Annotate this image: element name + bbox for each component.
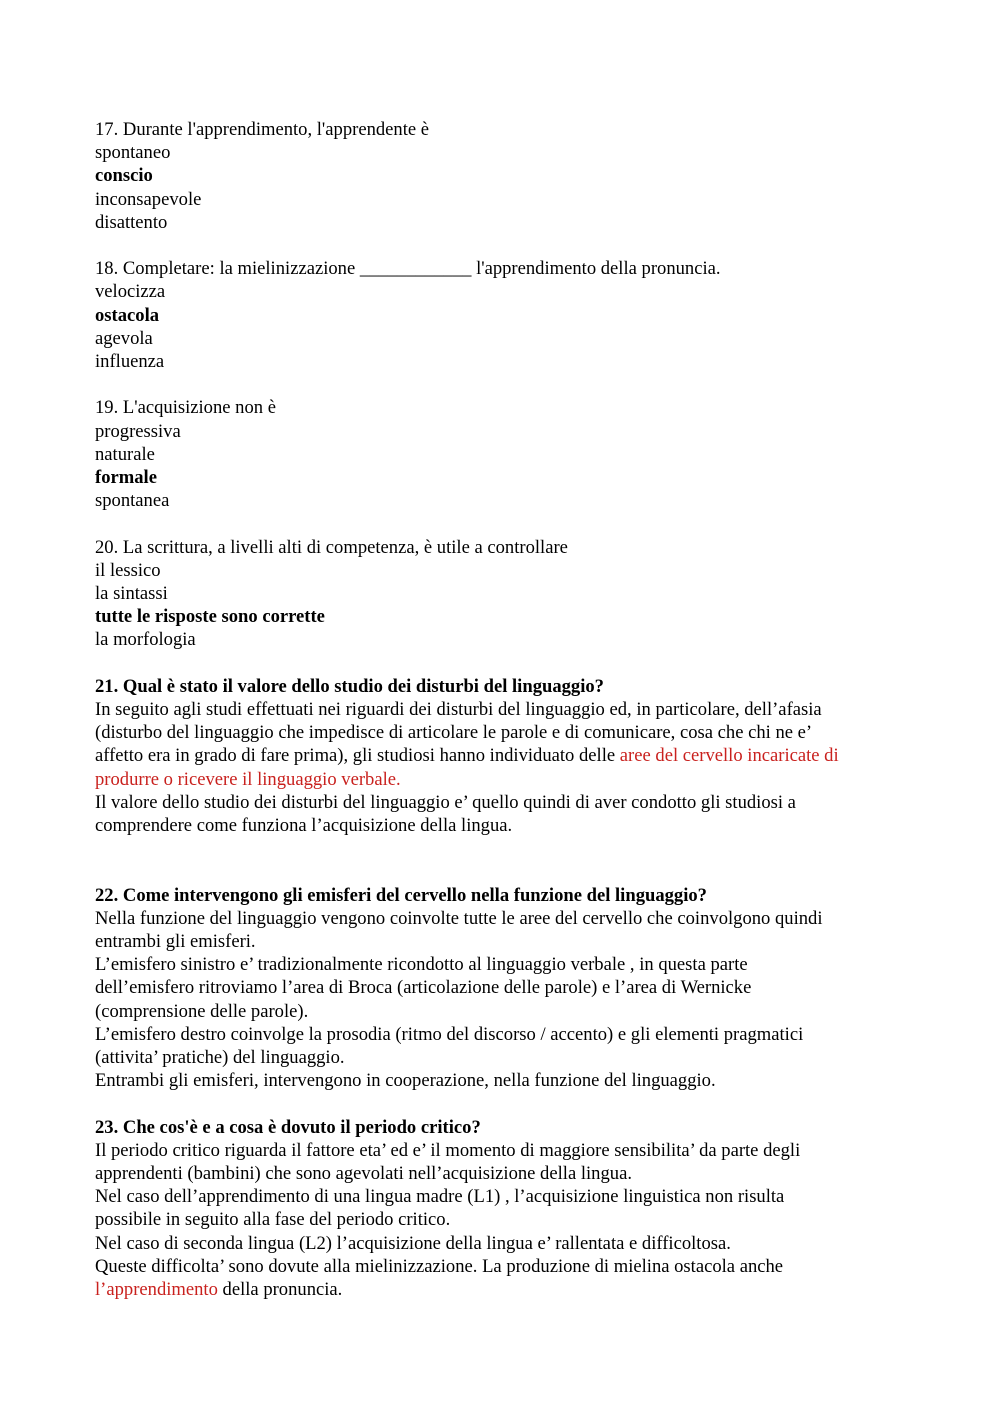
question-19 bbox=[95, 396, 915, 512]
correct-answer-option: tutte le risposte sono corrette bbox=[95, 606, 325, 628]
answer-line: comprendere come funziona l’acquisizione della lingua. bbox=[95, 815, 513, 837]
answer-option: la sintassi bbox=[95, 583, 168, 605]
answer-line: L’emisfero sinistro e’ tradizionalmente ricondotto al linguaggio verbale , in questa parte bbox=[95, 954, 748, 976]
answer-line: apprendenti (bambini) che sono agevolati nell’acquisizione della lingua. bbox=[95, 1163, 632, 1185]
correct-answer-option: ostacola bbox=[95, 304, 160, 326]
question-text: 19. L'acquisizione non è bbox=[95, 397, 276, 419]
answer-line: (comprensione delle parole). bbox=[95, 1000, 309, 1022]
answer-line: Nel caso di seconda lingua (L2) l’acquisizione della lingua e’ rallentata e difficoltosa. bbox=[95, 1232, 731, 1254]
answer-option: progressiva bbox=[95, 420, 181, 442]
answer-option: naturale bbox=[95, 443, 155, 465]
question-20 bbox=[95, 536, 915, 652]
answer-option: il lessico bbox=[95, 559, 161, 581]
answer-option: influenza bbox=[95, 351, 165, 373]
question-text: 20. La scrittura, a livelli alti di competenza, è utile a controllare bbox=[95, 536, 568, 558]
answer-line: Nella funzione del linguaggio vengono coinvolte tutte le aree del cervello che coinvolgono quindi bbox=[95, 907, 823, 929]
answer-line: entrambi gli emisferi. bbox=[95, 931, 256, 953]
question-17 bbox=[95, 118, 915, 234]
answer-line: Il valore dello studio dei disturbi del linguaggio e’ quello quindi di aver condotto gli studiosi a bbox=[95, 791, 796, 813]
answer-line: possibile in seguito alla fase del periodo critico. bbox=[95, 1209, 451, 1231]
answer-option: la morfologia bbox=[95, 629, 196, 651]
question-title: 21. Qual è stato il valore dello studio dei disturbi del linguaggio? bbox=[95, 675, 604, 697]
highlighted-text: l’apprendimento bbox=[95, 1279, 218, 1301]
answer-line: In seguito agli studi effettuati nei riguardi dei disturbi del linguaggio ed, in particolare, dell’afasia bbox=[95, 699, 822, 721]
answer-option: agevola bbox=[95, 327, 153, 349]
answer-text: affetto era in grado di fare prima), gli studiosi hanno individuato delle bbox=[95, 745, 620, 767]
answer-line: Queste difficolta’ sono dovute alla mielinizzazione. La produzione di mielina ostacola anche bbox=[95, 1255, 784, 1277]
highlighted-text: produrre o ricevere il linguaggio verbale. bbox=[95, 768, 401, 790]
answer-line: Nel caso dell’apprendimento di una lingua madre (L1) , l’acquisizione linguistica non risulta bbox=[95, 1186, 785, 1208]
answer-text: della pronuncia. bbox=[217, 1279, 343, 1301]
answer-line: dell’emisfero ritroviamo l’area di Broca (articolazione delle parole) e l’area di Wernicke bbox=[95, 977, 752, 999]
answer-option: velocizza bbox=[95, 281, 166, 303]
answer-option: spontaneo bbox=[95, 142, 171, 164]
answer-line: Il periodo critico riguarda il fattore eta’ ed e’ il momento di maggiore sensibilita’ da parte degli bbox=[95, 1139, 801, 1161]
question-text: 18. Completare: la mielinizzazione ____________ l'apprendimento della pronuncia. bbox=[95, 258, 721, 280]
question-title: 22. Come intervengono gli emisferi del cervello nella funzione del linguaggio? bbox=[95, 884, 707, 906]
document-content bbox=[95, 118, 915, 1301]
answer-line: L’emisfero destro coinvolge la prosodia (ritmo del discorso / accento) e gli elementi pragmatici bbox=[95, 1023, 804, 1045]
answer-line bbox=[95, 744, 915, 767]
question-23 bbox=[95, 1116, 915, 1302]
question-18 bbox=[95, 257, 915, 373]
answer-line: (disturbo del linguaggio che impedisce di articolare le parole e di comunicare, cosa che chi ne e’ bbox=[95, 722, 813, 744]
answer-option: spontanea bbox=[95, 490, 170, 512]
answer-line bbox=[95, 1278, 915, 1301]
answer-option: disattento bbox=[95, 211, 168, 233]
answer-option: inconsapevole bbox=[95, 188, 202, 210]
answer-line: Entrambi gli emisferi, intervengono in cooperazione, nella funzione del linguaggio. bbox=[95, 1070, 716, 1092]
highlighted-text: aree del cervello incaricate di bbox=[619, 745, 839, 767]
question-21 bbox=[95, 675, 915, 837]
answer-line: (attivita’ pratiche) del linguaggio. bbox=[95, 1047, 345, 1069]
question-22 bbox=[95, 884, 915, 1093]
correct-answer-option: formale bbox=[95, 467, 157, 489]
correct-answer-option: conscio bbox=[95, 165, 153, 187]
question-title: 23. Che cos'è e a cosa è dovuto il periodo critico? bbox=[95, 1116, 481, 1138]
question-text: 17. Durante l'apprendimento, l'apprendente è bbox=[95, 119, 430, 140]
